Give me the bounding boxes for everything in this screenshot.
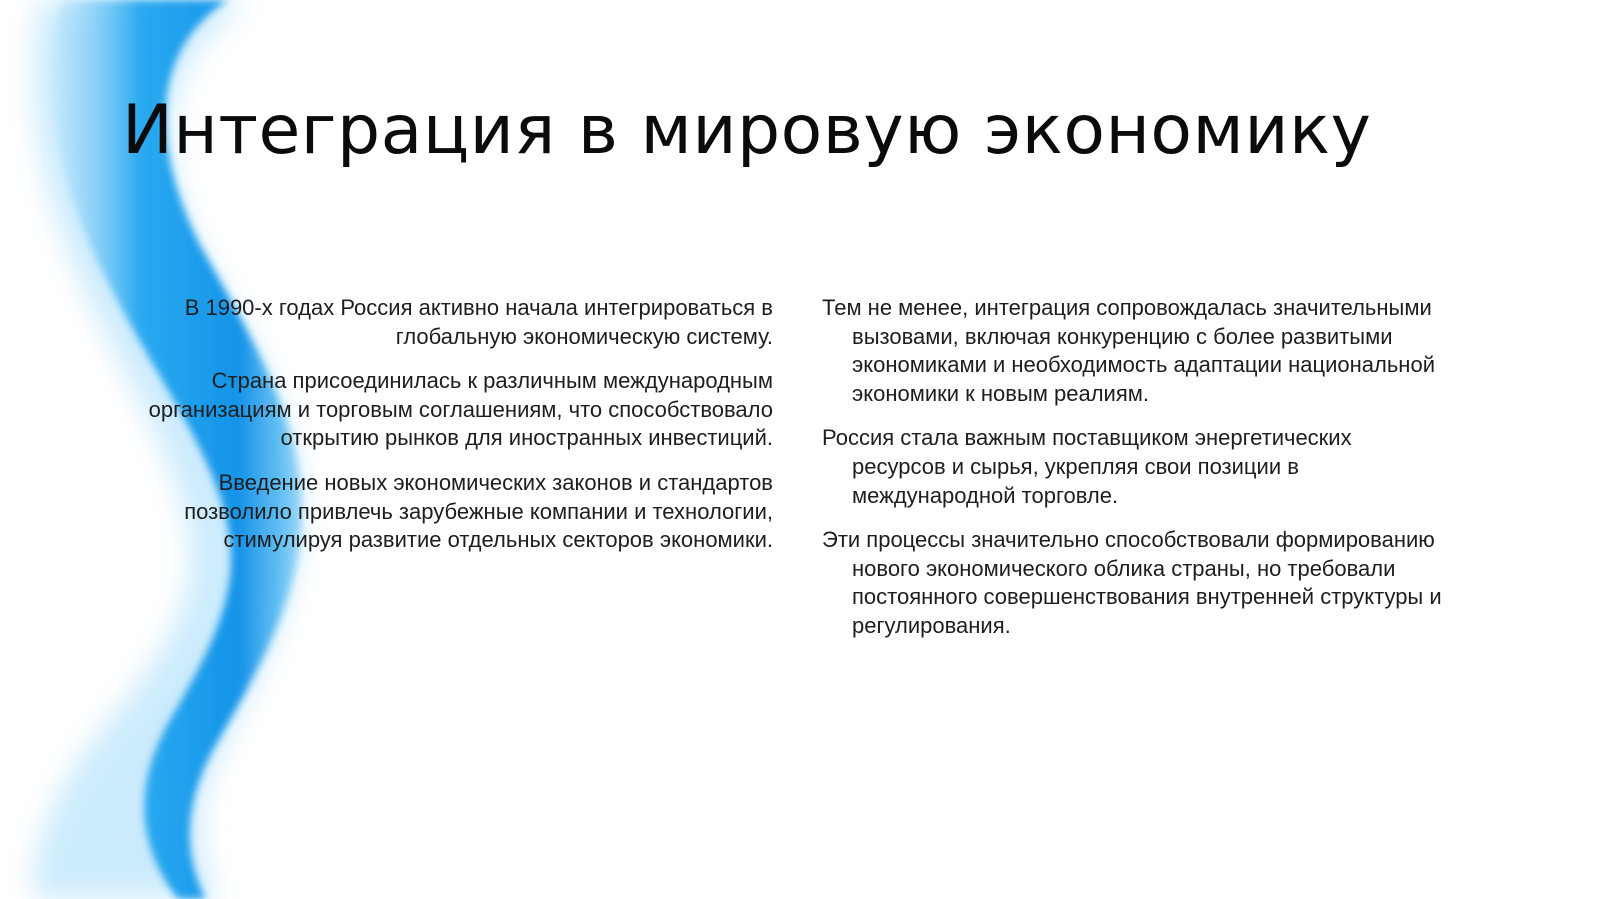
right-paragraph-1: Тем не менее, интеграция сопровождалась значительными вызовами, включая конкуренцию с более развитыми экономиками и необходимость адаптации национальной экономики к новым реалиям. [822, 295, 1435, 406]
left-paragraph-1: В 1990-х годах Россия активно начала интегрироваться в глобальную экономическую систему. [184, 295, 773, 349]
right-paragraph-2: Россия стала важным поставщиком энергетических ресурсов и сырья, укрепляя свои позиции в международной торговле. [822, 425, 1352, 508]
right-text-column [822, 294, 1442, 657]
left-paragraph-2: Страна присоединилась к различным международным организациям и торговым соглашениям, что способствовало открытию рынков для иностранных инвестиций. [148, 368, 773, 451]
slide-title: Интеграция в мировую экономику [122, 91, 1372, 170]
left-paragraph-3: Введение новых экономических законов и стандартов позволило привлечь зарубежные компании и технологии, стимулируя развитие отдельных секторов экономики. [184, 469, 773, 553]
left-text-column [125, 294, 773, 571]
right-paragraph-3: Эти процессы значительно способствовали формированию нового экономического облика страны, но требовали постоянного совершенствования внутренней структуры и регулирования. [822, 527, 1442, 638]
